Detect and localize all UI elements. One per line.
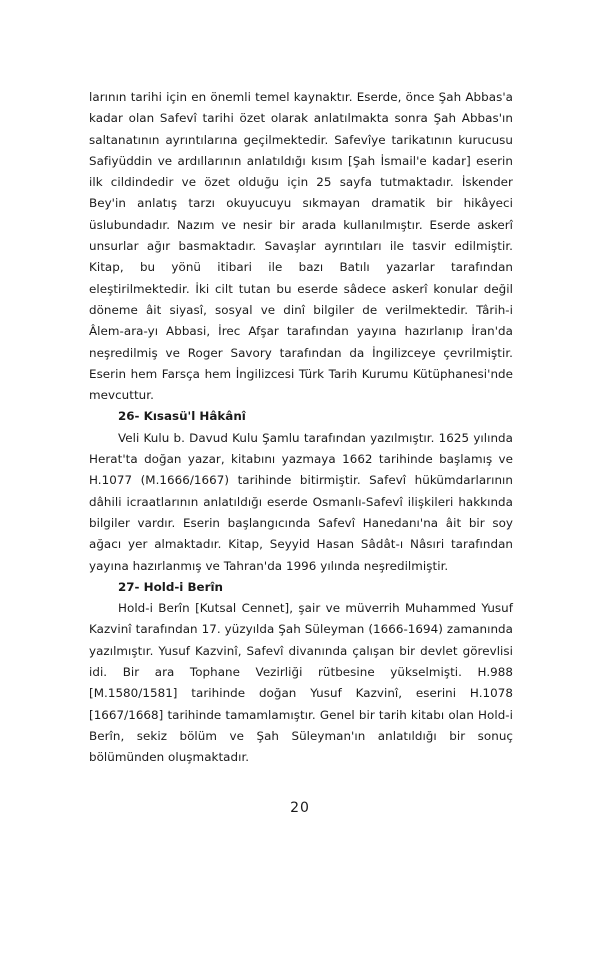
section-heading-kisasul-hakani: 26- Kısasü'l Hâkânî: [118, 409, 246, 424]
paragraph-abbas-history: larının tarihi için en önemli temel kaynaktır. Eserde, önce Şah Abbas'a kadar olan Safevî tarihi özet olarak anlatılmakta sonra Şah Abbas'ın saltanatının ayrıntılarına geçilmektedir. Safevîye tarikatının kurucusu Safiyüddin ve ardıllarının anlatıldığı kısım [Şah İsmail'e kadar] eserin ilk cildindedir ve özet olduğu için 25 sayfa tutmaktadır. İskender Bey'in anlatış tarzı okuyucuyu sıkmayan dramatik bir hikâyeci üslubundadır. Nazım ve nesir bir arada kullanılmıştır. Eserde askerî unsurlar ağır basmaktadır. Savaşlar ayrıntıları ile tasvir edilmiştir. Kitap, bu yönü itibari ile bazı Batılı yazarlar tarafından eleştirilmektedir. İki cilt tutan bu eserde sâdece askerî konular değil döneme âit siyasî, sosyal ve dinî bilgiler de verilmektedir. Târih-i Âlem-ara-yı Abbasi, İrec Afşar tarafından yayına hazırlanıp İran'da neşredilmiş ve Roger Savory tarafından da İngilizceye çevrilmiştir. Eserin hem Farsça hem İngilizcesi Türk Tarih Kurumu Kütüphanesi'nde mevcuttur.: [89, 90, 513, 403]
paragraph-hold-i-berin: Hold-i Berîn [Kutsal Cennet], şair ve müverrih Muhammed Yusuf Kazvinî tarafından 17. yüzyılda Şah Süleyman (1666-1694) zamanında yazılmıştır. Yusuf Kazvinî, Safevî divanında çalışan bir devlet görevlisi idi. Bir ara Tophane Vezirliği rütbesine yükselmişti. H.988 [M.1580/1581] tarihinde doğan Yusuf Kazvinî, eserini H.1078 [1667/1668] tarihinde tamamlamıştır. Genel bir tarih kitabı olan Hold-i Berîn, sekiz bölüm ve Şah Süleyman'ın anlatıldığı bir sonuç bölümünden oluşmaktadır.: [89, 601, 513, 765]
page-number: 20: [290, 800, 310, 816]
section-heading-hold-i-berin: 27- Hold-i Berîn: [118, 579, 224, 594]
body-text: [89, 87, 513, 769]
paragraph-kisasul-hakani: Veli Kulu b. Davud Kulu Şamlu tarafından yazılmıştır. 1625 yılında Herat'ta doğan yazar, kitabını yazmaya 1662 tarihinde başlamış ve H.1077 (M.1666/1667) tarihinde bitirmiştir. Safevî hükümdarlarının dâhili icraatlarının anlatıldığı eserde Osmanlı-Safevî ilişkileri hakkında bilgiler vardır. Eserin başlangıcında Safevî Hanedanı'na âit bir soy ağacı yer almaktadır. Kitap, Seyyid Hasan Sâdât-ı Nâsıri tarafından yayına hazırlanmış ve Tahran'da 1996 yılında neşredilmiştir.: [89, 430, 513, 573]
